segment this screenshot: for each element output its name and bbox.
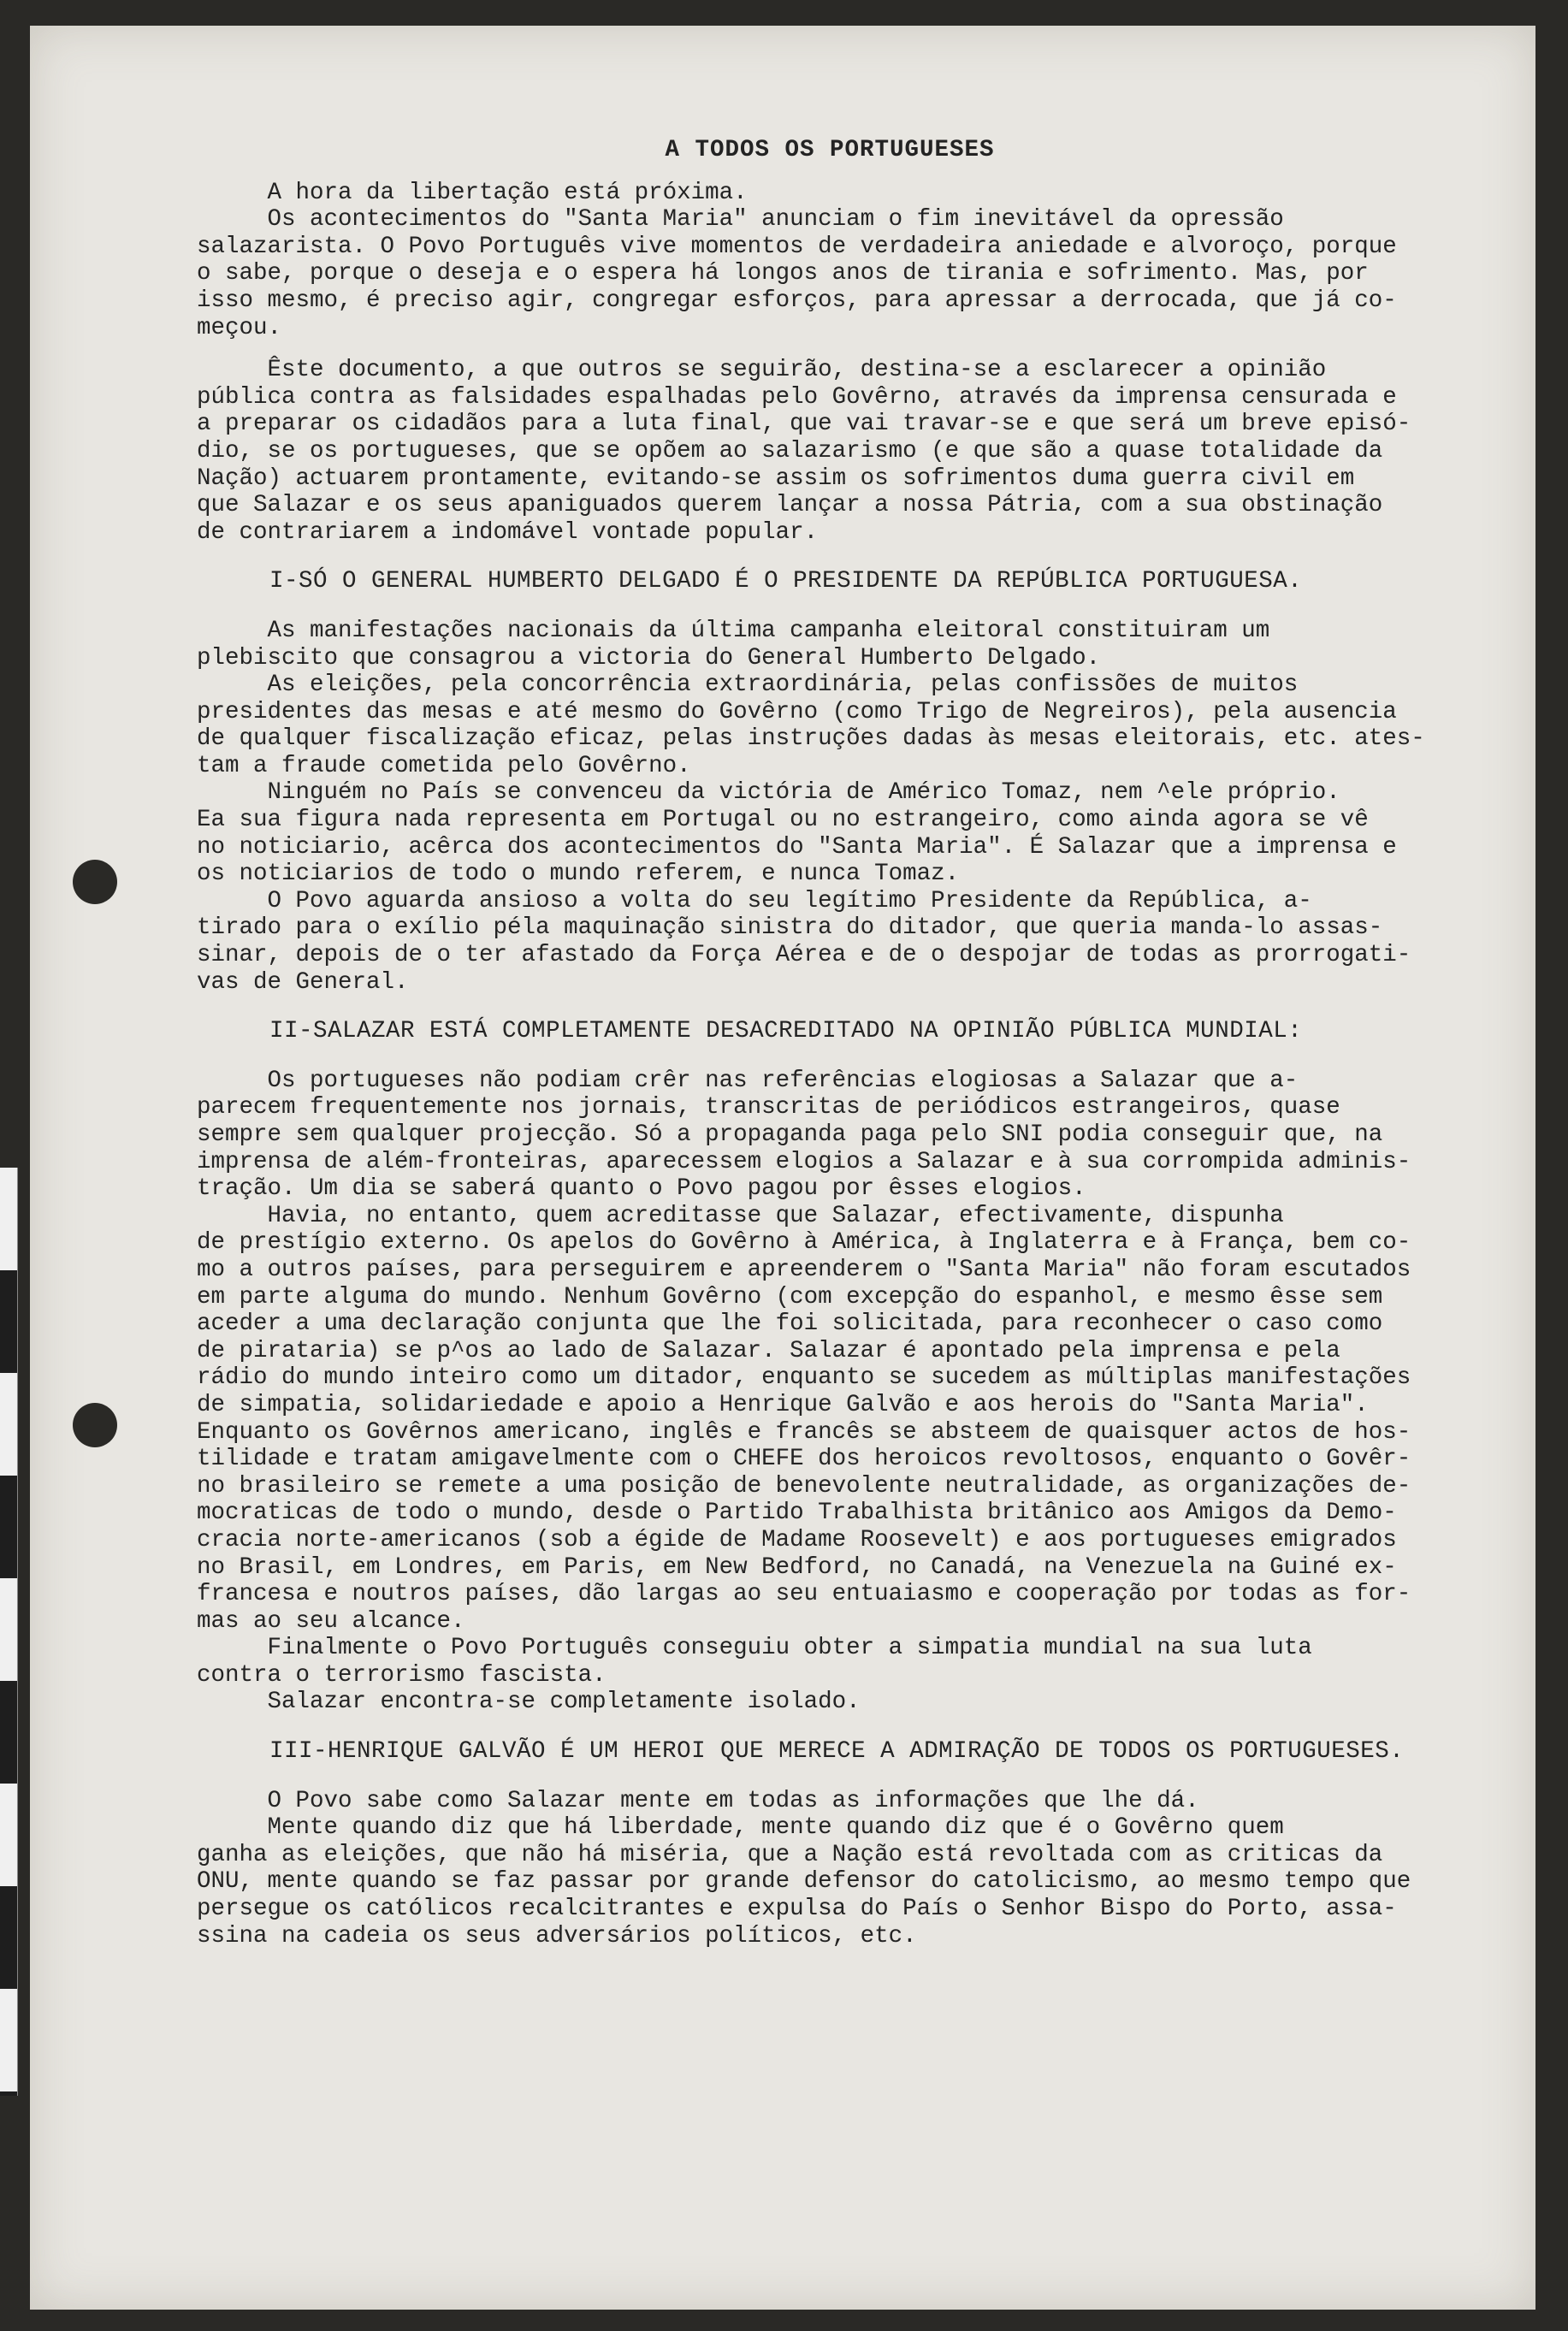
text-line: Salazar encontra-se completamente isolado. — [197, 1689, 861, 1716]
text-line: meçou. — [197, 314, 282, 341]
text-line: em parte alguma do mundo. Nenhum Govêrno (com excepção do espanhol, e mesmo êsse sem — [197, 1283, 1383, 1310]
section-3-title: III-HENRIQUE GALVÃO É UM HEROI QUE MERECE A ADMIRAÇÃO DE TODOS OS PORTUGUESES. — [197, 1738, 1405, 1766]
section-1-body — [197, 618, 1463, 996]
section-1-title: I-SÓ O GENERAL HUMBERTO DELGADO É O PRESIDENTE DA REPÚBLICA PORTUGUESA. — [197, 568, 1303, 595]
text-line: cracia norte-americanos (sob a égide de Madame Roosevelt) e aos portugueses emigrados — [197, 1526, 1397, 1553]
text-line: pública contra as falsidades espalhadas pelo Govêrno, através da imprensa censurada e — [197, 383, 1397, 411]
text-line: ssina na cadeia os seus adversários políticos, etc. — [197, 1922, 917, 1949]
text-line: Nação) actuarem prontamente, evitando-se assim os sofrimentos duma guerra civil em — [197, 464, 1355, 492]
section-2-body — [197, 1068, 1463, 1716]
text-line: Havia, no entanto, quem acreditasse que Salazar, efectivamente, dispunha — [197, 1202, 1284, 1229]
text-line: rádio do mundo inteiro como um ditador, enquanto se sucedem as múltiplas manifestações — [197, 1364, 1411, 1392]
text-line: Ea sua figura nada representa em Portugal ou no estrangeiro, como ainda agora se vê — [197, 807, 1369, 834]
text-line: de simpatia, solidariedade e apoio a Henrique Galvão e aos herois do "Santa Maria". — [197, 1391, 1369, 1418]
text-line: sempre sem qualquer projecção. Só a propaganda paga pelo SNI podia conseguir que, na — [197, 1121, 1383, 1148]
text-line: O Povo sabe como Salazar mente em todas as informações que lhe dá. — [197, 1787, 1199, 1814]
text-line: de pirataria) se p^os ao lado de Salazar. Salazar é apontado pela imprensa e pela — [197, 1337, 1340, 1364]
text-line: Enquanto os Govêrnos americano, inglês e francês se absteem de quaisquer actos de hos- — [197, 1418, 1411, 1446]
text-line: ONU, mente quando se faz passar por grande defensor do catolicismo, ao mesmo tempo que — [197, 1868, 1411, 1896]
text-line: Finalmente o Povo Português conseguiu obter a simpatia mundial na sua luta — [197, 1635, 1312, 1662]
text-line: Os acontecimentos do "Santa Maria" anunciam o fim inevitável da opressão — [197, 206, 1284, 234]
punch-hole-bottom — [73, 1403, 117, 1447]
text-line: o sabe, porque o deseja e o espera há longos anos de tirania e sofrimento. Mas, por — [197, 260, 1369, 287]
text-line: Mente quando diz que há liberdade, mente quando diz que é o Govêrno quem — [197, 1814, 1284, 1842]
text-line: tirado para o exílio péla maquinação sinistra do ditador, que queria manda-lo assas- — [197, 914, 1383, 942]
text-line: presidentes das mesas e até mesmo do Govêrno (como Trigo de Negreiros), pela ausencia — [197, 698, 1397, 725]
text-line: sinar, depois de o ter afastado da Força Aérea e de o despojar de todas as prorrogati- — [197, 942, 1411, 969]
text-line: ganha as eleições, que não há miséria, que a Nação está revoltada com as criticas da — [197, 1841, 1383, 1868]
intro-paragraph-2 — [197, 357, 1463, 546]
text-line: tilidade e tratam amigavelmente com o CHEFE dos heroicos revoltosos, enquanto o Govêr- — [197, 1446, 1411, 1473]
text-line: de prestígio externo. Os apelos do Govêrno à América, à Inglaterra e à França, bem co- — [197, 1229, 1411, 1257]
text-line: Os portugueses não podiam crêr nas referências elogiosas a Salazar que a- — [197, 1067, 1299, 1094]
text-line: isso mesmo, é preciso agir, congregar esforços, para apressar a derrocada, que já co- — [197, 287, 1397, 314]
text-line: aceder a uma declaração conjunta que lhe foi solicitada, para reconhecer o caso como — [197, 1310, 1383, 1338]
text-line: salazarista. O Povo Português vive momentos de verdadeira aniedade e alvoroço, porque — [197, 233, 1397, 260]
text-line: imprensa de além-fronteiras, aparecessem elogios a Salazar e à sua corrompida adminis- — [197, 1148, 1411, 1175]
text-line: dio, se os portugueses, que se opõem ao salazarismo (e que são a quase totalidade da — [197, 437, 1383, 464]
text-line: no noticiario, acêrca dos acontecimentos do "Santa Maria". É Salazar que a imprensa e — [197, 833, 1397, 861]
text-line: de contrariarem a indomável vontade popular. — [197, 518, 819, 546]
text-line: tam a fraude cometida pelo Govêrno. — [197, 752, 691, 779]
text-line: persegue os católicos recalcitrantes e expulsa do País o Senhor Bispo do Porto, assa- — [197, 1896, 1397, 1923]
text-line: no Brasil, em Londres, em Paris, em New Bedford, no Canadá, na Venezuela na Guiné ex- — [197, 1553, 1397, 1581]
text-line: O Povo aguarda ansioso a volta do seu legítimo Presidente da República, a- — [197, 887, 1312, 914]
measurement-ruler — [0, 1168, 18, 2096]
document-title: A TODOS OS PORTUGUESES — [665, 137, 995, 163]
text-line: Êste documento, a que outros se seguirão, destina-se a esclarecer a opinião — [197, 357, 1327, 384]
text-line: a preparar os cidadãos para a luta final, que vai travar-se e que será um breve episó- — [197, 411, 1411, 438]
text-line: As manifestações nacionais da última campanha eleitoral constituiram um — [197, 617, 1270, 644]
text-line: francesa e noutros países, dão largas ao seu entuaiasmo e cooperação por todas as for- — [197, 1581, 1411, 1608]
text-line: mocraticas de todo o mundo, desde o Partido Trabalhista britânico aos Amigos da Demo- — [197, 1500, 1397, 1527]
document-body — [197, 137, 1463, 1949]
intro-paragraph — [197, 180, 1463, 342]
text-line: plebiscito que consagrou a victoria do General Humberto Delgado. — [197, 644, 1101, 671]
section-3-body — [197, 1788, 1463, 1950]
text-line: no brasileiro se remete a uma posição de benevolente neutralidade, as organizações de- — [197, 1472, 1411, 1500]
text-line: os noticiarios de todo o mundo referem, e nunca Tomaz. — [197, 861, 960, 888]
text-line: tração. Um dia se saberá quanto o Povo pagou por êsses elogios. — [197, 1175, 1086, 1203]
text-line: A hora da libertação está próxima. — [197, 179, 748, 206]
text-line: As eleições, pela concorrência extraordinária, pelas confissões de muitos — [197, 671, 1299, 699]
text-line: vas de General. — [197, 968, 409, 996]
text-line: mo a outros países, para perseguirem e apreenderem o "Santa Maria" não foram escutados — [197, 1256, 1411, 1283]
text-line: parecem frequentemente nos jornais, transcritas de periódicos estrangeiros, quase — [197, 1094, 1340, 1121]
text-line: Ninguém no País se convenceu da victória de Américo Tomaz, nem ^ele próprio. — [197, 779, 1340, 807]
text-line: que Salazar e os seus apaniguados querem lançar a nossa Pátria, com a sua obstinação — [197, 492, 1383, 519]
text-line: contra o terrorismo fascista. — [197, 1661, 606, 1689]
punch-hole-top — [73, 860, 117, 904]
text-line: mas ao seu alcance. — [197, 1607, 465, 1635]
section-2-title: II-SALAZAR ESTÁ COMPLETAMENTE DESACREDITADO NA OPINIÃO PÚBLICA MUNDIAL: — [197, 1018, 1303, 1045]
text-line: de qualquer fiscalização eficaz, pelas instruções dadas às mesas eleitorais, etc. ates- — [197, 725, 1425, 753]
